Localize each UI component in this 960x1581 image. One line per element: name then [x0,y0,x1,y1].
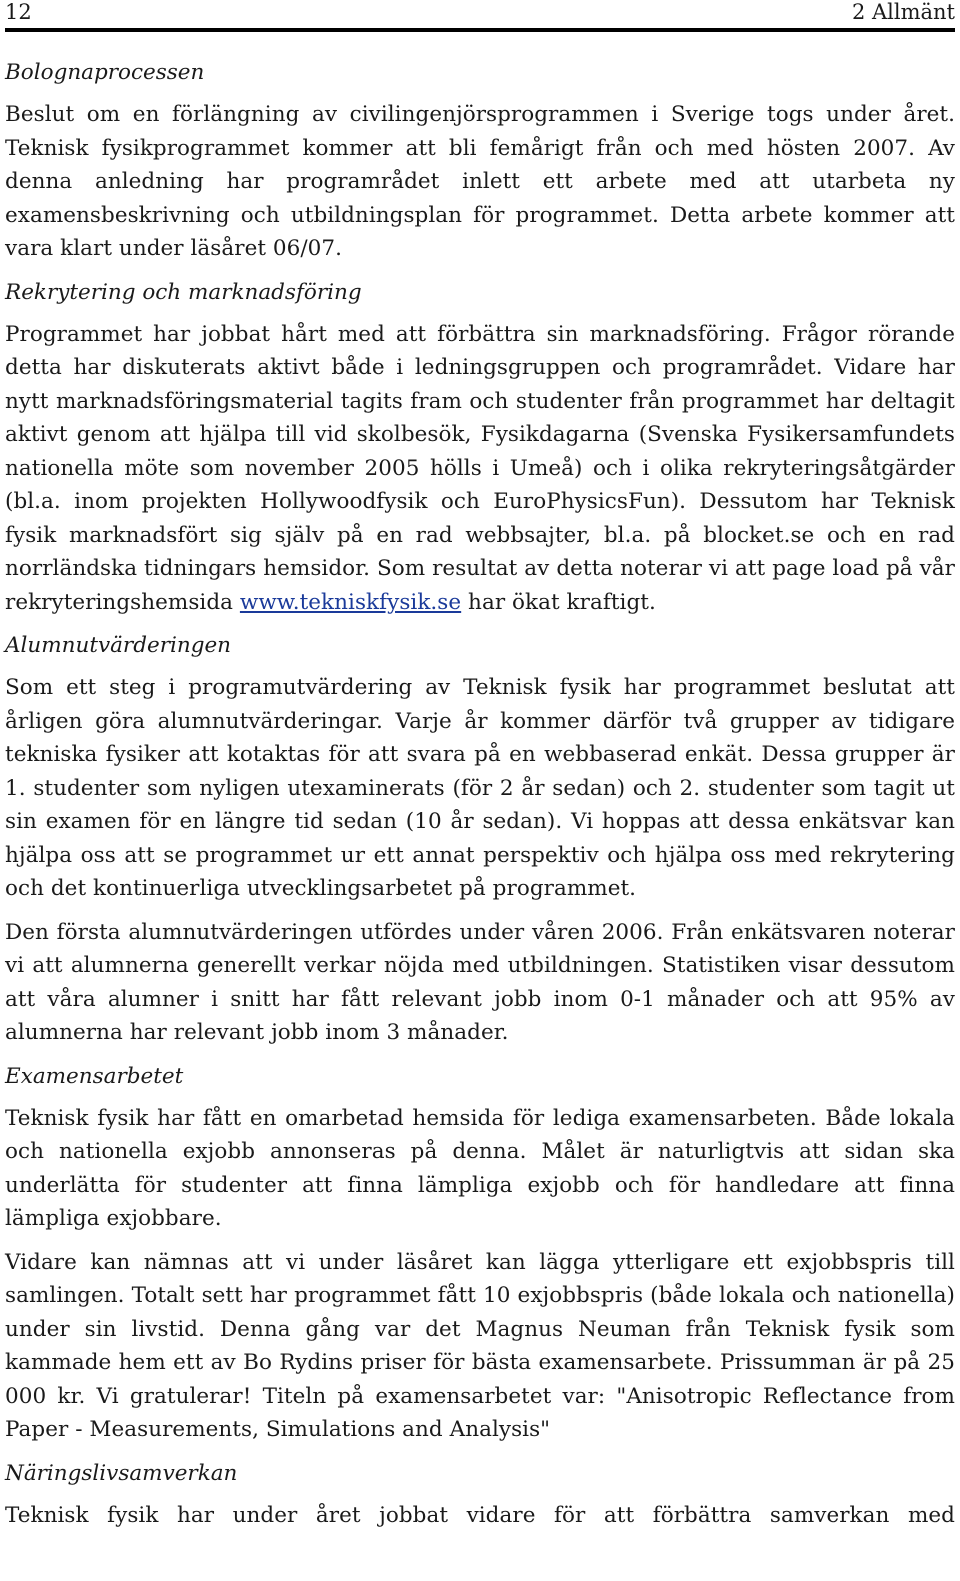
paragraph: Teknisk fysik har fått en omarbetad hemsida för lediga examensarbeten. Både lokala och nationella exjobb annonseras på denna. Målet är naturligtvis att sidan ska underlätta för studenter att finna lämpliga exjobb och för handledare att finna lämpliga exjobbare. [5,1105,955,1231]
header-rule-thick [5,28,955,32]
paragraph [5,318,955,620]
section-examen [5,1060,955,1447]
section-heading: Alumnutvärderingen [5,633,232,658]
paragraph: Som ett steg i programutvärdering av Teknisk fysik har programmet beslutat att årligen göra alumnutvärderingar. Varje år kommer därför två grupper av tidigare tekniska fysiker att kotaktas för att svara på en webbaserad enkät. Dessa grupper är 1. studenter som nyligen utexaminerats (för 2 år sedan) och 2. studenter som tagit ut sin examen för en längre tid sedan (10 år sedan). Vi hoppas att dessa enkätsvar kan hjälpa oss att se programmet ur ett annat perspektiv och hjälpa oss med rekrytering och det kontinuerliga utvecklingsarbetet på programmet. [5,675,955,901]
section-heading: Näringslivsamverkan [5,1460,238,1486]
paragraph: Teknisk fysik har under året jobbat vidare för att förbättra samverkan med [5,1502,955,1528]
section-heading: Bolognaprocessen [5,60,205,85]
section-naring [5,1457,955,1533]
paragraph: Beslut om en förlängning av civilingenjörsprogrammen i Sverige togs under året. Teknisk fysikprogrammet kommer att bli femårigt från och med hösten 2007. Av denna anledning har programrådet inlett ett arbete med att utarbeta ny examensbeskrivning och utbildningsplan för programmet. Detta arbete kommer att vara klart under läsåret 06/07. [5,102,955,261]
section-alumn [5,629,955,1050]
tekniskfysik-link[interactable]: www.tekniskfysik.se [239,589,462,615]
page-content [5,56,955,1542]
section-bologna [5,56,955,266]
section-heading: Examensarbetet [5,1063,184,1089]
paragraph-text: Programmet har jobbat hårt med att förbättra sin marknadsföring. Frågor rörande detta har diskuterats aktivt både i ledningsgruppen och programrådet. Vidare har nytt marknadsföringsmaterial tagits fram och studenter från programmet har deltagit aktivt genom att hjälpa till vid skolbesök, Fysikdagarna (Svenska Fysikersamfundets nationella möte som november 2005 hölls i Umeå) och i olika rekryteringsåtgärder (bl.a. inom projekten Hollywoodfysik och EuroPhysicsFun). Dessutom har Teknisk fysik marknadsfört sig själv på en rad webbsajter, bl.a. på blocket.se och en rad norrländska tidningars hemsidor. Som resultat av detta noterar vi att page load på vår rekryteringshemsida [5,321,955,615]
document-page [5,0,955,1528]
paragraph: Den första alumnutvärderingen utfördes under våren 2006. Från enkätsvaren noterar vi att alumnerna generellt verkar nöjda med utbildningen. Statistiken visar dessutom att våra alumner i snitt har fått relevant jobb inom 0-1 månader och att 95% av alumnerna har relevant jobb inom 3 månader. [5,919,955,1045]
page-number: 12 [5,0,32,24]
section-rekrytering [5,276,955,620]
chapter-title: 2 Allmänt [851,0,955,24]
paragraph-text: har ökat kraftigt. [461,589,656,615]
paragraph: Vidare kan nämnas att vi under läsåret kan lägga ytterligare ett exjobbspris till samlingen. Totalt sett har programmet fått 10 exjobbspris (både lokala och nationella) under sin livstid. Denna gång var det Magnus Neuman från Teknisk fysik som kammade hem ett av Bo Rydins priser för bästa examensarbete. Prissumman är på 25 000 kr. Vi gratulerar! Titeln på examensarbetet var: "Anisotropic Reflectance from Paper - Measurements, Simulations and Analysis" [5,1249,955,1442]
section-heading: Rekrytering och marknadsföring [5,279,362,305]
